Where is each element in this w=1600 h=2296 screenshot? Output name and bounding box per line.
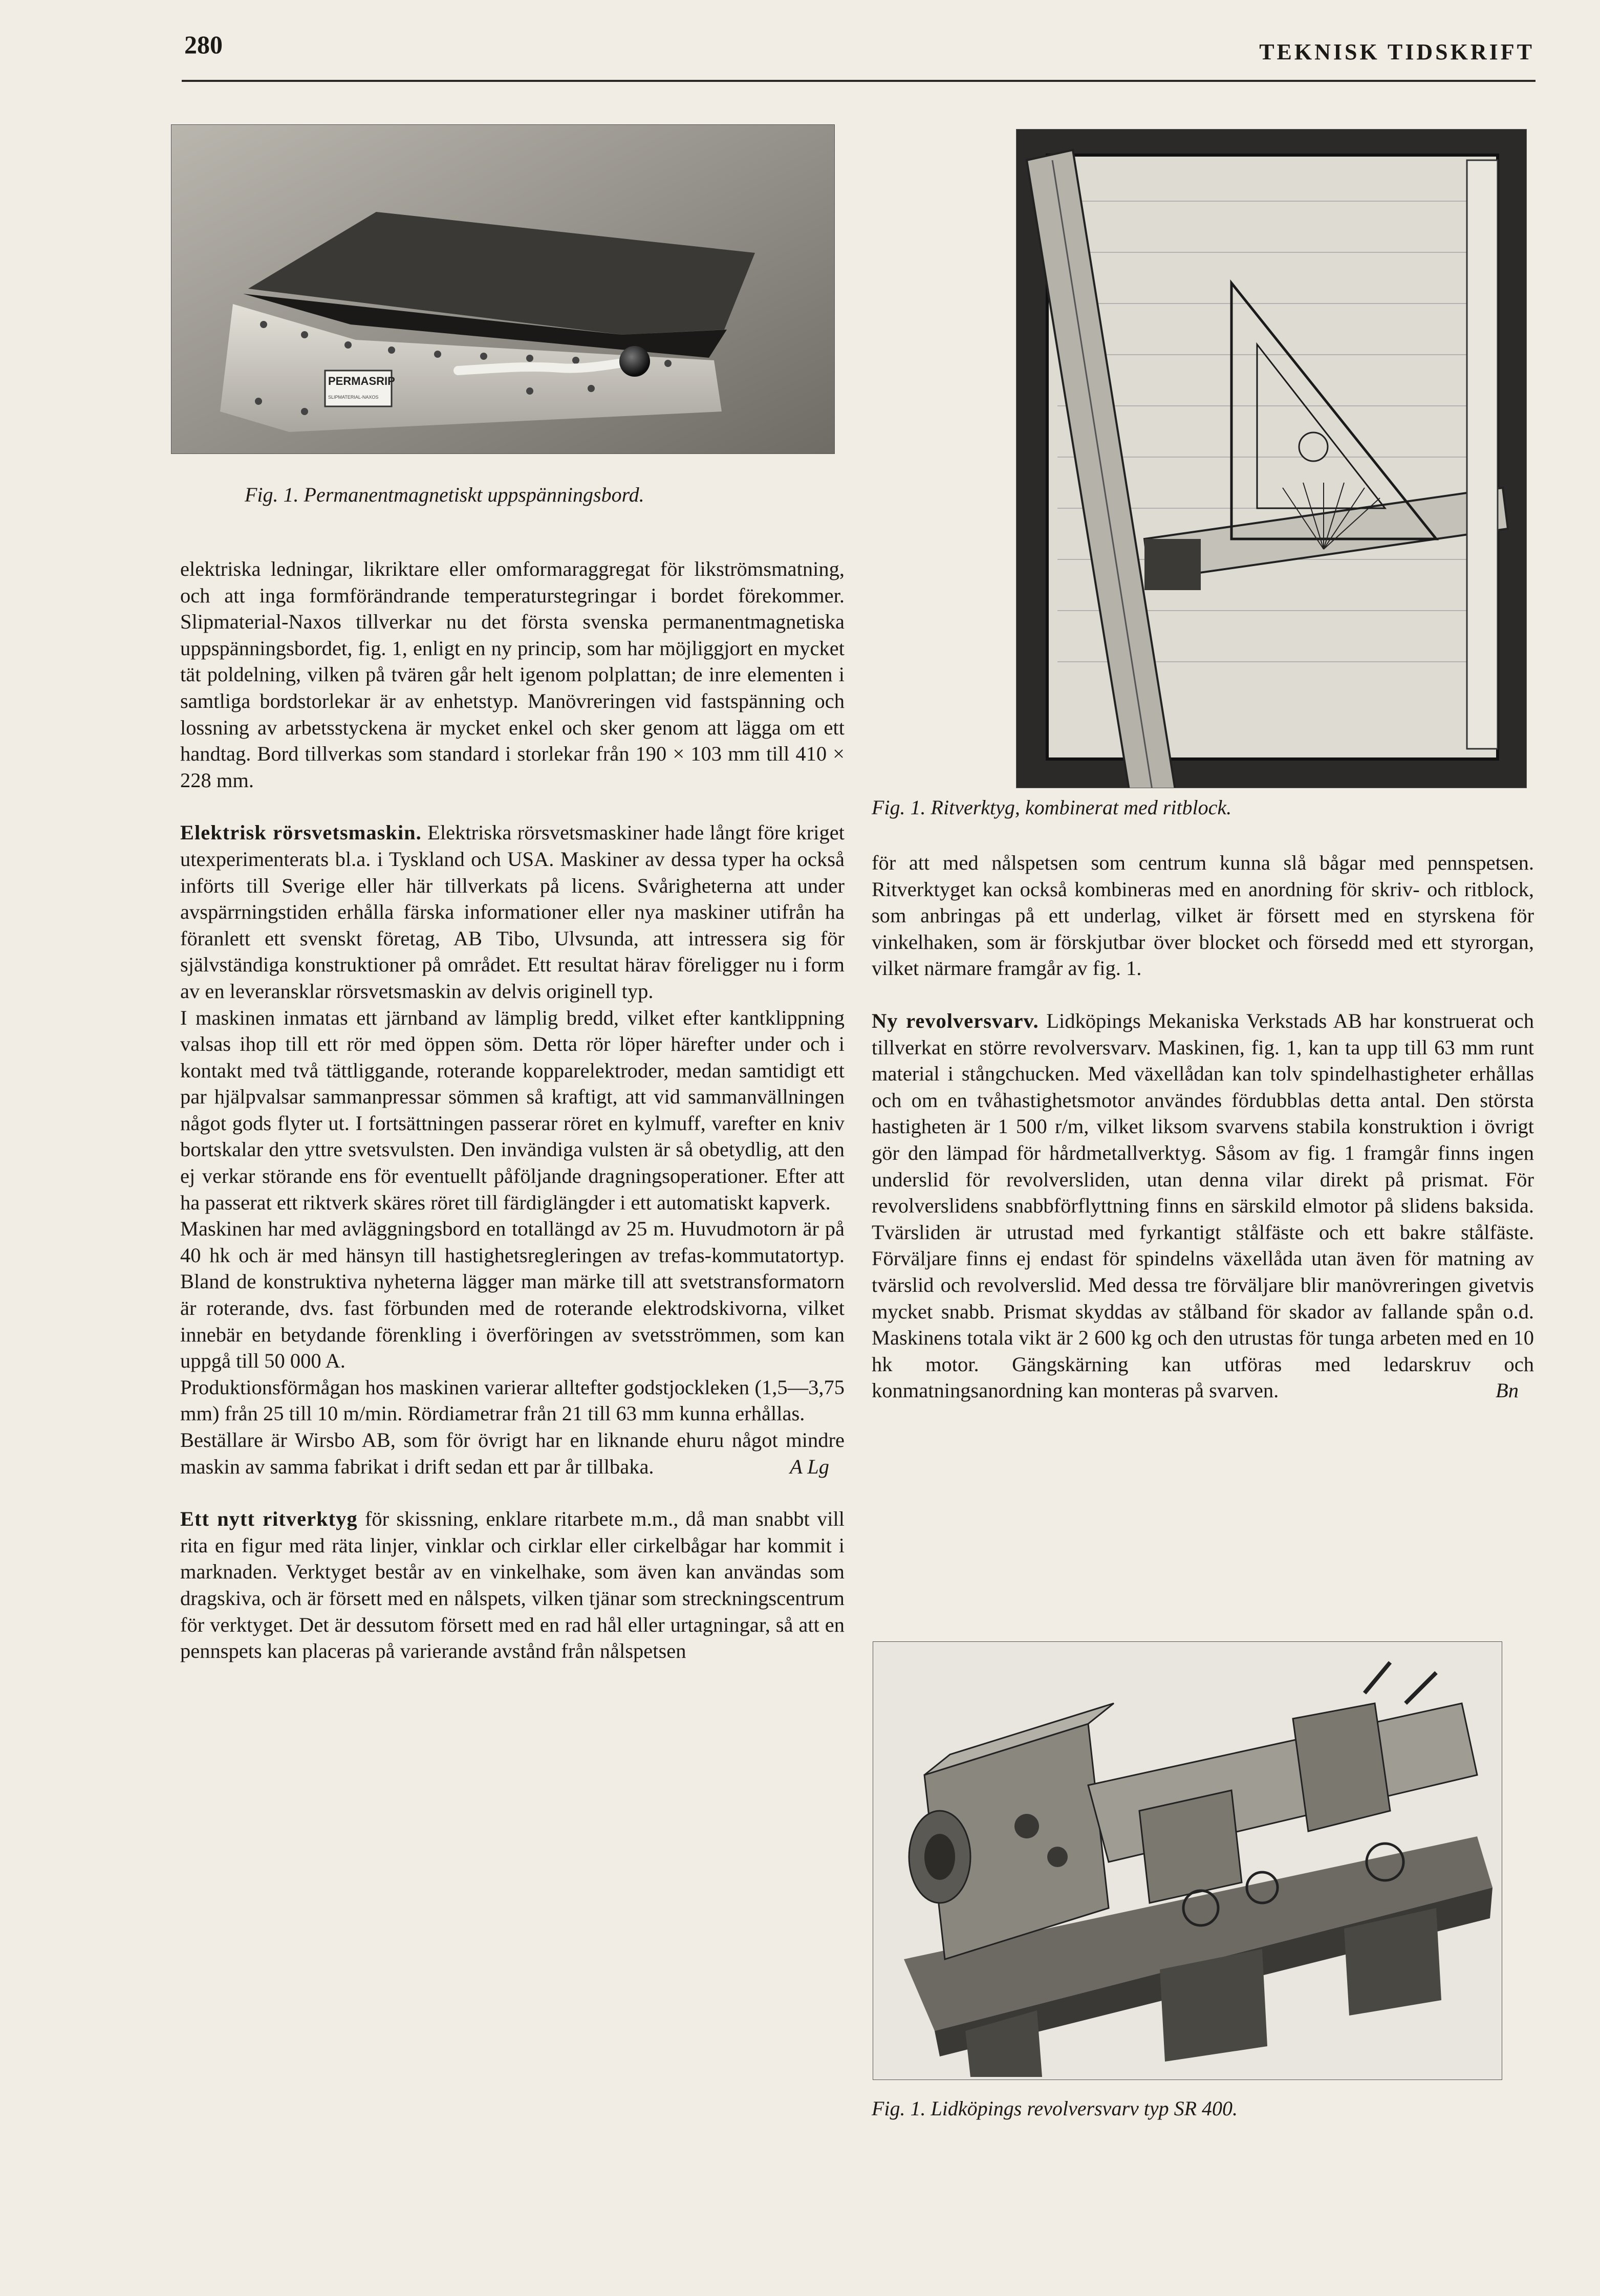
left-paragraph: I maskinen inmatas ett järnband av lämplig bredd, vilket efter kantklippning valsas ihop till ett rör med öppen söm. Detta rör löper härefter under och i kontakt med två tättliggande, roterande kopparelektroder, medan samtidigt ett par hjälpvalsar sammanpressar sömmen så kraftigt, att vid sammanvällningen något gods flyter ut. I fortsättningen passerar röret en kylmuff, varefter en kniv bortskalar den yttre svetsvulsten. Den invändiga vulsten är så obetydlig, att den ej verkar störande ens för eventuellt påföljande dragningsoperationer. Efter att ha passerat ett riktverk skäres röret till färdiglängder i ett automatiskt kapverk.	[180, 1006, 845, 1214]
page-number: 280	[184, 30, 223, 59]
fig-table-caption: Fig. 1. Permanentmagnetiskt uppspänningsbord.	[245, 483, 644, 506]
header-rule	[182, 80, 1536, 82]
author-signature: Bn	[1496, 1379, 1519, 1402]
left-paragraph: Produktionsförmågan hos maskinen varierar alltefter godstjockleken (1,5—3,75 mm) från 25 till 10 m/min. Rördiametrar från 21 till 63 mm kunna erhållas.	[180, 1375, 845, 1425]
left-paragraph: Maskinen har med avläggningsbord en totallängd av 25 m. Huvudmotorn är på 40 hk och är med hänsyn till hastighetsregleringen av trefas-kommutatortyp. Bland de konstruktiva nyheterna lägger man märke till att svetstransformatorn är roterande, dvs. fast förbunden med de roterande elektrodskivorna, vilket innebär en betydande förenkling i överföringen av svetsströmmen, som kan uppgå till 50 000 A.	[180, 1217, 845, 1373]
section-ritverktyg	[180, 1506, 845, 1664]
journal-title: TEKNISK TIDSKRIFT	[1259, 39, 1534, 64]
section-heading: Ett nytt ritverktyg	[180, 1507, 358, 1531]
section-heading: Ny revolversvarv.	[872, 1009, 1039, 1032]
right-column	[872, 850, 1534, 1404]
section-rorsvetsmaskin	[180, 819, 845, 1004]
section-text: Elektriska rörsvetsmaskiner hade långt före kriget utexperimenterats bl.a. i Tyskland och USA. Maskiner av dessa typer ha också införts till Sverige eller här tillverkats på licens. Svårigheterna att under avspärrningstiden erhålla färska informationer eller nya maskiner utifrån ha föranlett ett svenskt företag, AB Tibo, Ulvsunda, att intressera sig för självständiga konstruktioner på området. Ett resultat härav föreligger nu i form av en leveransklar rörsvetsmaskin av delvis originell typ.	[180, 821, 845, 1003]
right-paragraph: för att med nålspetsen som centrum kunna slå bågar med pennspetsen. Ritverktyget kan också kombineras med en anordning för skriv- och ritblock, som anbringas på ett underlag, vilket är försett med en styrskena för vinkelhaken, som är förskjutbar över blocket och försedd med ett styrorgan, vilket närmare framgår av fig. 1.	[872, 851, 1534, 980]
magnetic-table-photo	[171, 124, 835, 454]
section-heading: Elektrisk rörsvetsmaskin.	[180, 821, 422, 844]
drawing-tool-photo	[1016, 129, 1527, 788]
author-signature: A Lg	[790, 1455, 829, 1478]
fig-lathe-caption: Fig. 1. Lidköpings revolversvarv typ SR 400.	[872, 2097, 1238, 2120]
left-paragraph: elektriska ledningar, likriktare eller omformaraggregat för likströmsmatning, och att inga formförändrande temperaturstegringar i bordet förekommer. Slipmaterial-Naxos tillverkar nu det första svenska permanentmagnetiska uppspänningsbordet, fig. 1, enligt en ny princip, som har möjliggjort en mycket tät poldelning, vilken på tvären går helt igenom polplattan; de inre elementen i samtliga bordstorlekar är av enhetstyp. Manövreringen vid fastspänning och lossning av arbetsstyckena är mycket enkel och sker genom att lägga om ett handtag. Bord tillverkas som standard i storlekar från 190 × 103 mm till 410 × 228 mm.	[180, 557, 845, 792]
section-text: för skissning, enklare ritarbete m.m., då man snabbt vill rita en figur med räta linjer, vinklar och cirklar eller cirkelbågar har kommit i marknaden. Verktyget består av en vinkelhake, som även kan användas som dragskiva, och är försett med en nålspets, vilken tjänar som streckningscentrum för verktyget. Det är dessutom försett med en rad hål eller urtagningar, så att en pennspets kan placeras på varierande avstånd från nålspetsen	[180, 1507, 845, 1663]
plate-label: PERMASRIP	[328, 375, 395, 387]
left-paragraph	[180, 1427, 845, 1480]
plate-sublabel: SLIPMATERIAL-NAXOS	[328, 395, 379, 400]
section-revolversvarv	[872, 1008, 1534, 1404]
fig-drawing-tool-caption: Fig. 1. Ritverktyg, kombinerat med ritblock.	[872, 796, 1232, 819]
paragraph-text: Beställare är Wirsbo AB, som för övrigt har en liknande ehuru något mindre maskin av samma fabrikat i drift sedan ett par år tillbaka.	[180, 1428, 845, 1478]
left-column	[180, 556, 845, 1664]
lathe-photo	[873, 1641, 1502, 2080]
section-text: Lidköpings Mekaniska Verkstads AB har konstruerat och tillverkat en större revolversvarv. Maskinen, fig. 1, kan ta upp till 63 mm runt material i stångchucken. Med växellådan kan tolv spindelhastigheter erhållas och om en tvåhastighetsmotor användes fördubblas detta antal. Den största hastigheten är 1 500 r/m, vilket liksom svarvens stabila konstruktion i övrigt gör den lämpad för hårdmetallverktyg. Såsom av fig. 1 framgår finns ingen underslid för revolversliden, utan denna vilar direkt på prismat. För revolverslidens snabbförflyttning finns en särskild elmotor på slidens baksida. Tvärsliden är utrustad med fyrkantigt stålfäste och ett bakre stålfäste. Förväljare finns ej endast för spindelns växellåda utan även för matning av tvärslid och revolverslid. Med dessa tre förväljare blir manövreringen givetvis mycket snabb. Prismat skyddas av stålband för skador av fallande spån o.d. Maskinens totala vikt är 2 600 kg och den utrustas för tunga arbeten med en 10 hk motor. Gängskärning kan utföras med ledarskruv och konmatningsanordning kan monteras på svarven.	[872, 1009, 1534, 1402]
